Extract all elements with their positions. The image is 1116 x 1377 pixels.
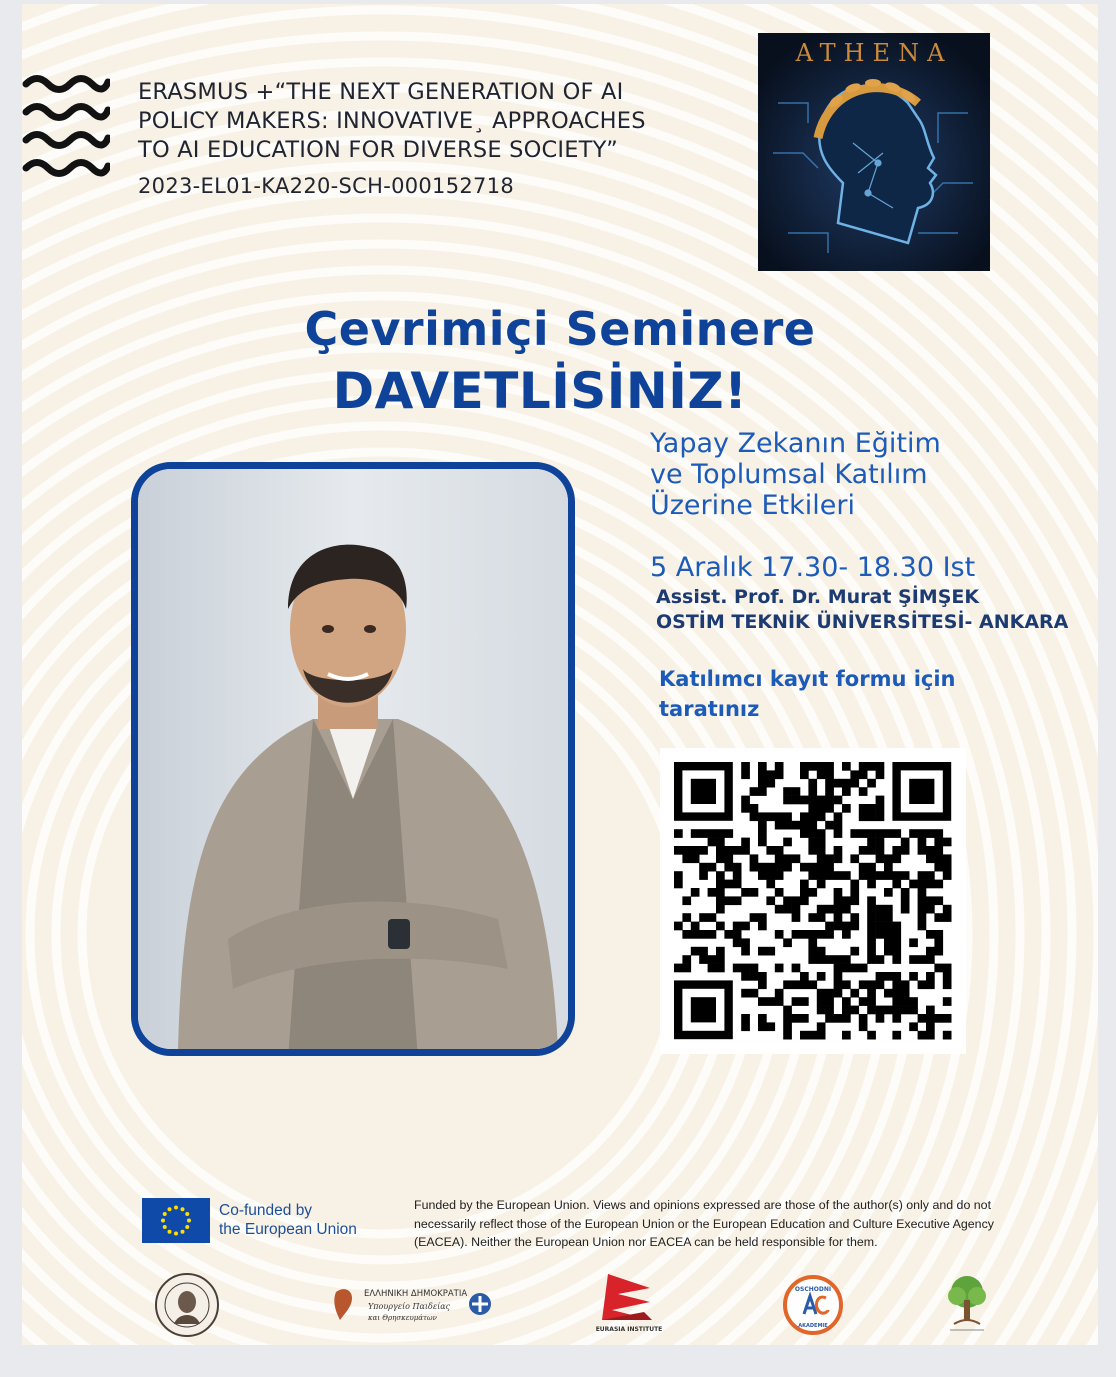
seminar-topic-line: Yapay Zekanın Eğitim bbox=[650, 428, 941, 459]
registration-qr-code[interactable] bbox=[660, 748, 966, 1054]
project-code: 2023-EL01-KA220-SCH-000152718 bbox=[138, 174, 515, 198]
funding-disclaimer: Funded by the European Union. Views and opinions expressed are those of the author(s) only and do not necessarily reflect those of the European Union or the European Education and Culture Executive Agency (EACEA). Neither the European Union nor EACEA can be held responsible for them. bbox=[414, 1198, 994, 1249]
registration-line: Katılımcı kayıt formu için bbox=[659, 667, 956, 691]
seminar-topic bbox=[650, 428, 941, 521]
eurasia-label: EURASIA INSTITUTE bbox=[595, 1326, 663, 1333]
eu-label-line: the European Union bbox=[219, 1221, 357, 1238]
athena-logo bbox=[758, 33, 990, 271]
poster bbox=[22, 4, 1098, 1345]
eu-cofunded-label bbox=[219, 1201, 357, 1239]
speaker-affiliation: OSTİM TEKNİK ÜNİVERSİTESİ- ANKARA bbox=[656, 611, 1069, 633]
project-title-line: POLICY MAKERS: INNOVATIVE¸ APPROACHES bbox=[138, 108, 646, 134]
athena-logo-text: ATHENA bbox=[795, 39, 953, 67]
speaker-photo bbox=[131, 462, 575, 1056]
oschodni-akademie-logo bbox=[782, 1274, 844, 1336]
greek-ministry-logo bbox=[330, 1284, 500, 1330]
eu-label-line: Co-funded by bbox=[219, 1202, 313, 1219]
tree-logo bbox=[944, 1272, 990, 1336]
project-title-line: ERASMUS +“THE NEXT GENERATION OF AI bbox=[138, 79, 624, 105]
oschodni-label: OSCHODNI bbox=[794, 1286, 832, 1293]
school-seal-logo bbox=[154, 1272, 220, 1338]
registration-line: taratınız bbox=[659, 697, 760, 721]
oschodni-sub-label: AKADEMIE bbox=[798, 1323, 828, 1329]
wave-logo-icon bbox=[22, 74, 110, 182]
speaker-name: Assist. Prof. Dr. Murat ŞİMŞEK bbox=[656, 586, 980, 608]
seminar-topic-line: Üzerine Etkileri bbox=[650, 490, 855, 521]
ministry-line-1: ΕΛΛΗΝΙΚΗ ΔΗΜΟΚΡΑΤΙΑ bbox=[364, 1289, 468, 1299]
project-title-line: TO AI EDUCATION FOR DIVERSE SOCIETY” bbox=[138, 137, 619, 163]
ministry-line-3: και Θρησκευμάτων bbox=[368, 1314, 437, 1322]
seminar-date: 5 Aralık 17.30- 18.30 Ist bbox=[650, 552, 976, 583]
seminar-topic-line: ve Toplumsal Katılım bbox=[650, 459, 928, 490]
project-title bbox=[138, 78, 758, 165]
headline-line2: DAVETLİSİNİZ! bbox=[332, 362, 748, 420]
eu-flag-icon bbox=[142, 1198, 210, 1243]
ministry-line-2: Υπουργείο Παιδείας bbox=[368, 1302, 451, 1311]
eurasia-institute-logo bbox=[594, 1268, 664, 1334]
headline-line1: Çevrimiçi Seminere bbox=[304, 302, 816, 356]
registration-instruction bbox=[659, 664, 956, 724]
